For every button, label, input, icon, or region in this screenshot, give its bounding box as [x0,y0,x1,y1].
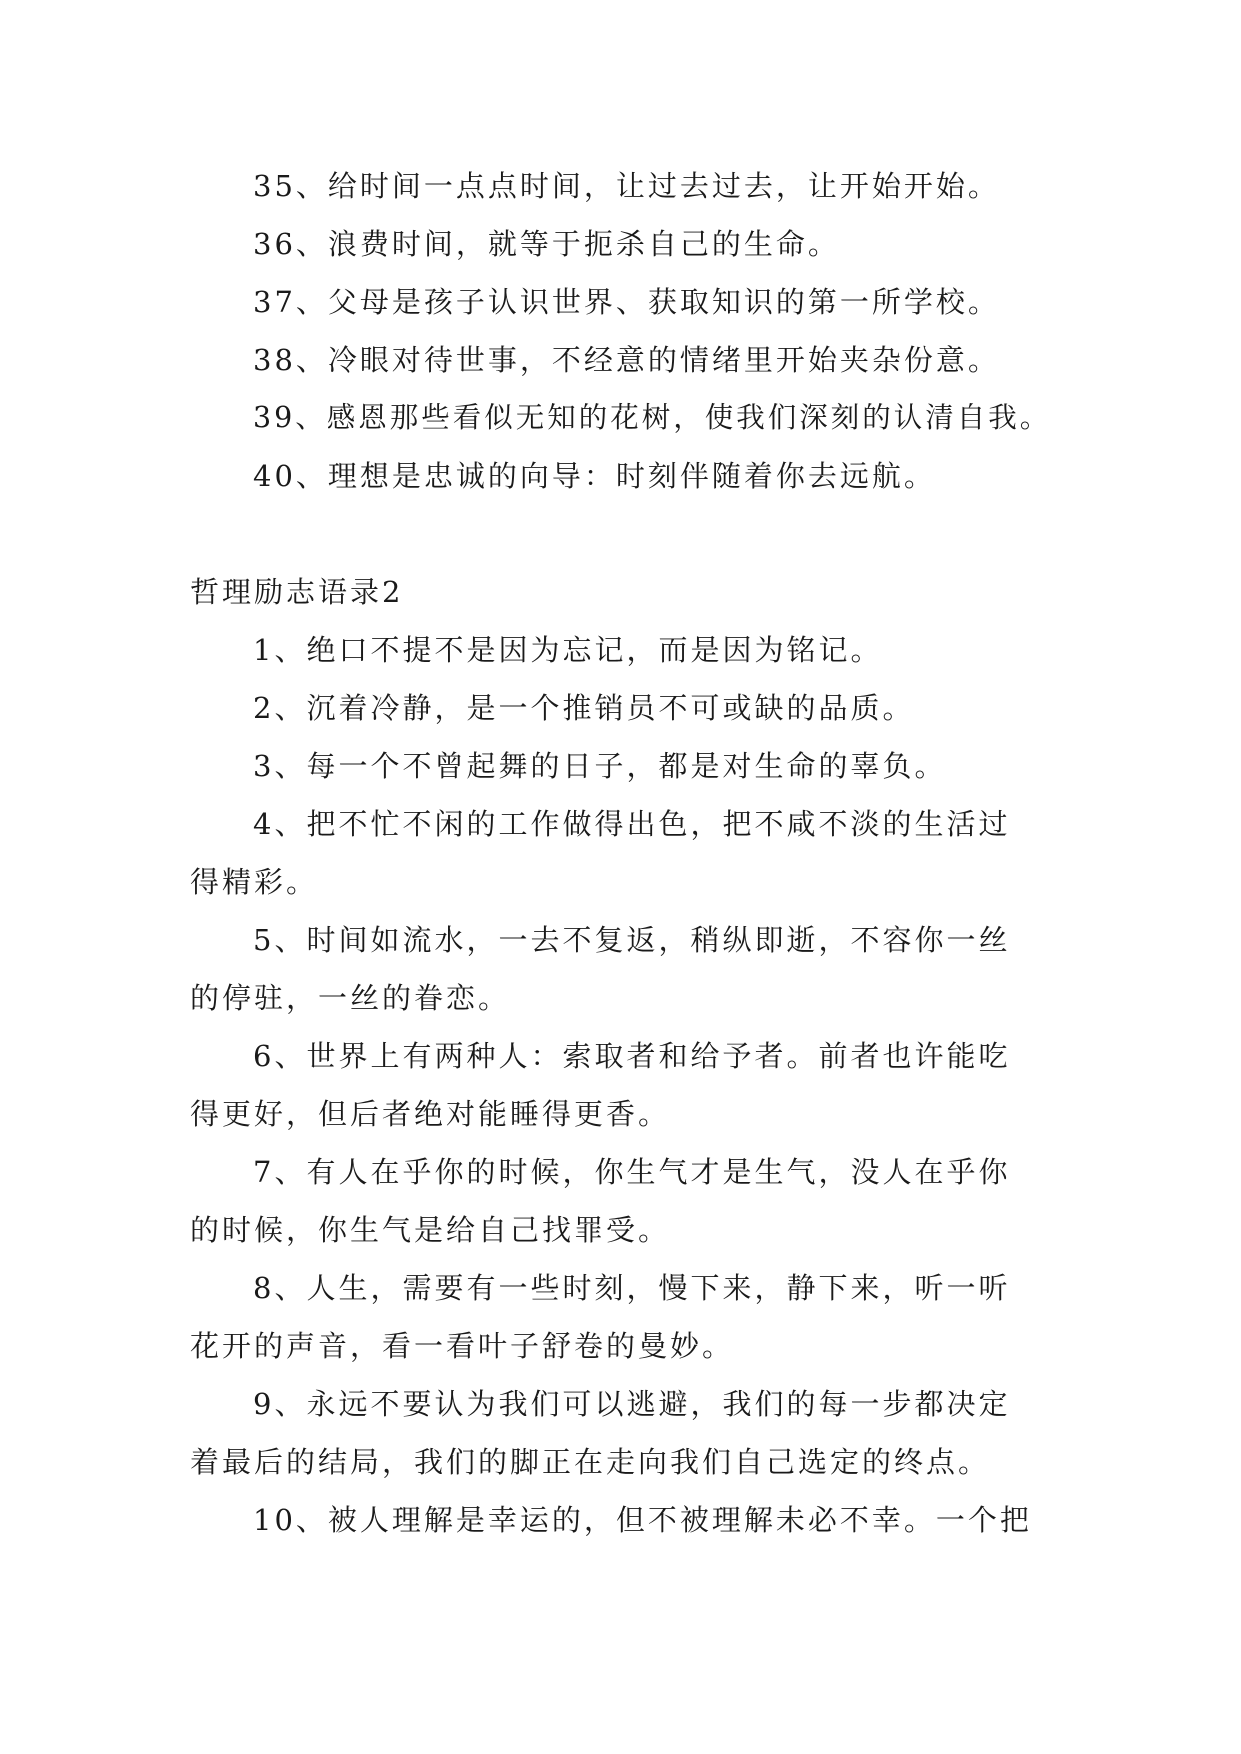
list-item: 1、绝口不提不是因为忘记，而是因为铭记。 [253,633,883,667]
list-item-continuation: 着最后的结局，我们的脚正在走向我们自己选定的终点。 [190,1445,991,1479]
list-item: 36、浪费时间，就等于扼杀自己的生命。 [253,227,840,261]
list-item: 6、世界上有两种人：索取者和给予者。前者也许能吃 [253,1039,1011,1073]
section-heading: 哲理励志语录2 [190,575,404,609]
list-item: 2、沉着冷静，是一个推销员不可或缺的品质。 [253,691,915,725]
list-item: 3、每一个不曾起舞的日子，都是对生命的辜负。 [253,749,947,783]
list-item-continuation: 花开的声音，看一看叶子舒卷的曼妙。 [190,1329,735,1363]
list-item: 37、父母是孩子认识世界、获取知识的第一所学校。 [253,285,1000,319]
list-item: 40、理想是忠诚的向导：时刻伴随着你去远航。 [253,459,936,493]
list-item: 4、把不忙不闲的工作做得出色，把不咸不淡的生活过 [253,807,1011,841]
list-item: 10、被人理解是幸运的，但不被理解未必不幸。一个把 [253,1503,1032,1537]
list-item: 38、冷眼对待世事，不经意的情绪里开始夹杂份意。 [253,343,1000,377]
list-item: 39、感恩那些看似无知的花树，使我们深刻的认清自我。 [253,401,1052,434]
list-item-continuation: 的时候，你生气是给自己找罪受。 [190,1213,671,1247]
list-item-continuation: 的停驻，一丝的眷恋。 [190,981,511,1015]
list-item-continuation: 得更好，但后者绝对能睡得更香。 [190,1097,671,1131]
list-item: 5、时间如流水，一去不复返，稍纵即逝，不容你一丝 [253,923,1011,957]
list-item: 9、永远不要认为我们可以逃避，我们的每一步都决定 [253,1387,1011,1421]
list-item: 7、有人在乎你的时候，你生气才是生气，没人在乎你 [253,1155,1011,1189]
list-item: 35、给时间一点点时间，让过去过去，让开始开始。 [253,169,1000,203]
list-item: 8、人生，需要有一些时刻，慢下来，静下来，听一听 [253,1271,1011,1305]
list-item-continuation: 得精彩。 [190,865,319,899]
